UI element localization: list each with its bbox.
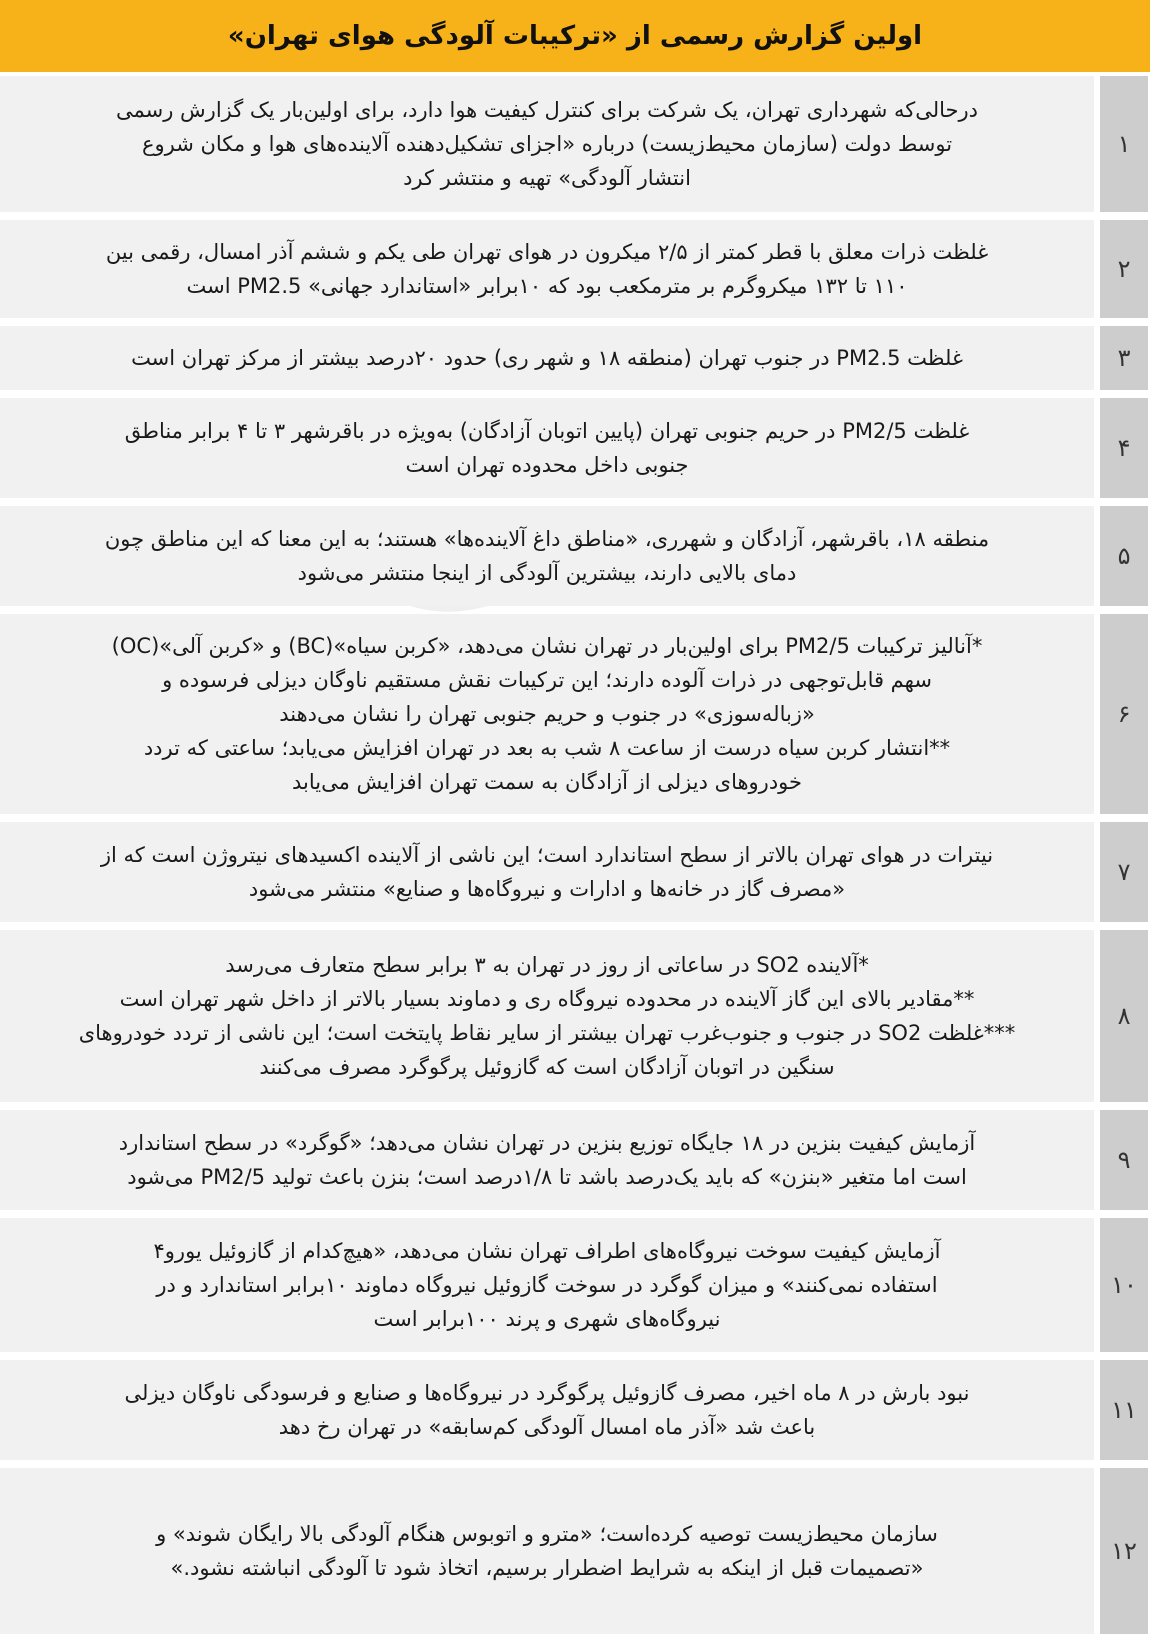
row-text	[0, 930, 1094, 1102]
row-line: منطقه ۱۸، باقرشهر، آزادگان و شهرری، «مناطق داغ آلاینده‌ها» هستند؛ به این معنا که این مناطق چون	[104, 527, 990, 551]
row-line: *آنالیز ترکیبات PM2/5 برای اولین‌بار در تهران نشان می‌دهد، «کربن سیاه»(BC) و «کربن آلی»(OC)	[111, 634, 983, 658]
row-line: نبود بارش در ۸ ماه اخیر، مصرف گازوئیل پرگوگرد در نیروگاه‌ها و صنایع و فرسودگی ناوگان دیزلی	[124, 1381, 970, 1405]
row-text	[0, 822, 1094, 922]
row-text	[0, 1218, 1094, 1352]
row-line: غلظت ذرات معلق با قطر کمتر از ۲/۵ میکرون در هوای تهران طی یکم و ششم آذر امسال، رقمی بین	[105, 240, 989, 264]
row-line: درحالی‌که شهرداری تهران، یک شرکت برای کنترل کیفیت هوا دارد، برای اولین‌بار یک گزارش رسمی	[115, 98, 979, 122]
row-line: سنگین در اتوبان آزادگان است که گازوئیل پرگوگرد مصرف می‌کنند	[259, 1055, 835, 1079]
report-header	[0, 0, 1150, 72]
row-line: توسط دولت (سازمان محیط‌زیست) درباره «اجزای تشکیل‌دهنده آلاینده‌های هوا و مکان شروع	[141, 132, 953, 156]
row-line: باعث شد «آذر ماه امسال آلودگی کم‌سابقه» در تهران رخ دهد	[278, 1415, 816, 1439]
row-number: ۲	[1100, 220, 1148, 318]
row-line: **انتشار کربن سیاه درست از ساعت ۸ شب به بعد در تهران افزایش می‌یابد؛ ساعتی که تردد	[143, 736, 951, 760]
row-number: ۴	[1100, 398, 1148, 498]
row-line: نیترات در هوای تهران بالاتر از سطح استاندارد است؛ این ناشی از آلاینده اکسیدهای نیتروژن است که از	[100, 843, 994, 867]
row-number: ۱	[1100, 76, 1148, 212]
row-number: ۱۱	[1100, 1360, 1148, 1460]
row-line: جنوبی داخل محدوده تهران است	[405, 453, 689, 477]
row-text	[0, 1110, 1094, 1210]
row-line: **مقادیر بالای این گاز آلاینده در محدوده نیروگاه ری و دماوند بسیار بالاتر از داخل شهر تهران است	[119, 987, 975, 1011]
row-text	[0, 614, 1094, 814]
row-line: انتشار آلودگی» تهیه و منتشر کرد	[403, 166, 691, 190]
row-line: سهم قابل‌توجهی در ذرات آلوده دارند؛ این ترکیبات نقش مستقیم ناوگان دیزلی فرسوده و	[162, 668, 932, 692]
table-row	[0, 326, 1150, 390]
row-line: ۱۱۰ تا ۱۳۲ میکروگرم بر مترمکعب بود که ۱۰برابر «استاندارد جهانی» PM2.5 است	[186, 274, 908, 298]
table-row	[0, 1360, 1150, 1460]
row-number: ۶	[1100, 614, 1148, 814]
row-number: ۷	[1100, 822, 1148, 922]
table-row	[0, 220, 1150, 318]
row-line: استفاده نمی‌کنند» و میزان گوگرد در سوخت گازوئیل نیروگاه دماوند ۱۰برابر استاندارد و در	[156, 1273, 938, 1297]
table-row	[0, 1218, 1150, 1352]
table-row	[0, 76, 1150, 212]
row-line: است اما متغیر «بنزن» که باید یک‌درصد باشد تا ۱/۸درصد است؛ بنزن باعث تولید PM2/5 می‌شود	[127, 1165, 967, 1189]
row-line: دمای بالایی دارند، بیشترین آلودگی از اینجا منتشر می‌شود	[297, 561, 797, 585]
row-number: ۵	[1100, 506, 1148, 606]
row-text	[0, 76, 1094, 212]
table-row	[0, 614, 1150, 814]
row-line: آزمایش کیفیت بنزین در ۱۸ جایگاه توزیع بنزین در تهران نشان می‌دهد؛ «گوگرد» در سطح استاندارد	[118, 1131, 976, 1155]
row-line: «مصرف گاز در خانه‌ها و ادارات و نیروگاه‌ها و صنایع» منتشر می‌شود	[248, 877, 846, 901]
row-text	[0, 1468, 1094, 1634]
row-line: *آلاینده SO2 در ساعاتی از روز در تهران به ۳ برابر سطح متعارف می‌رسد	[225, 953, 869, 977]
row-number: ۳	[1100, 326, 1148, 390]
row-line: غلظت PM2/5 در حریم جنوبی تهران (پایین اتوبان آزادگان) به‌ویژه در باقرشهر ۳ تا ۴ برابر مناطق	[124, 419, 970, 443]
row-number: ۸	[1100, 930, 1148, 1102]
row-number: ۱۲	[1100, 1468, 1148, 1634]
row-line: ***غلظت SO2 در جنوب و جنوب‌غرب تهران بیشتر از سایر نقاط پایتخت است؛ این ناشی از تردد خودروهای	[78, 1021, 1016, 1045]
table-row	[0, 1110, 1150, 1210]
table-row	[0, 398, 1150, 498]
row-line: نیروگاه‌های شهری و پرند ۱۰۰برابر است	[373, 1307, 721, 1331]
row-number: ۱۰	[1100, 1218, 1148, 1352]
row-text	[0, 220, 1094, 318]
table-row	[0, 1468, 1150, 1634]
row-number: ۹	[1100, 1110, 1148, 1210]
row-line: غلظت PM2.5 در جنوب تهران (منطقه ۱۸ و شهر ری) حدود ۲۰درصد بیشتر از مرکز تهران است	[131, 346, 963, 370]
report-title: اولین گزارش رسمی از «ترکیبات آلودگی هوای تهران»	[227, 21, 923, 51]
row-text	[0, 1360, 1094, 1460]
table-row	[0, 822, 1150, 922]
row-text	[0, 398, 1094, 498]
row-line: «تصمیمات قبل از اینکه به شرایط اضطرار برسیم، اتخاذ شود تا آلودگی انباشته نشود.»	[170, 1556, 924, 1580]
table-row	[0, 930, 1150, 1102]
row-text	[0, 326, 1094, 390]
row-line: خودروهای دیزلی از آزادگان به سمت تهران افزایش می‌یابد	[291, 770, 803, 794]
row-line: آزمایش کیفیت سوخت نیروگاه‌های اطراف تهران نشان می‌دهد، «هیچ‌کدام از گازوئیل یورو۴	[153, 1239, 941, 1263]
table-row	[0, 506, 1150, 606]
row-text	[0, 506, 1094, 606]
row-line: «زباله‌سوزی» در جنوب و حریم جنوبی تهران را نشان می‌دهند	[279, 702, 815, 726]
row-line: سازمان محیط‌زیست توصیه کرده‌است؛ «مترو و اتوبوس هنگام آلودگی بالا رایگان شوند» و	[156, 1522, 938, 1546]
